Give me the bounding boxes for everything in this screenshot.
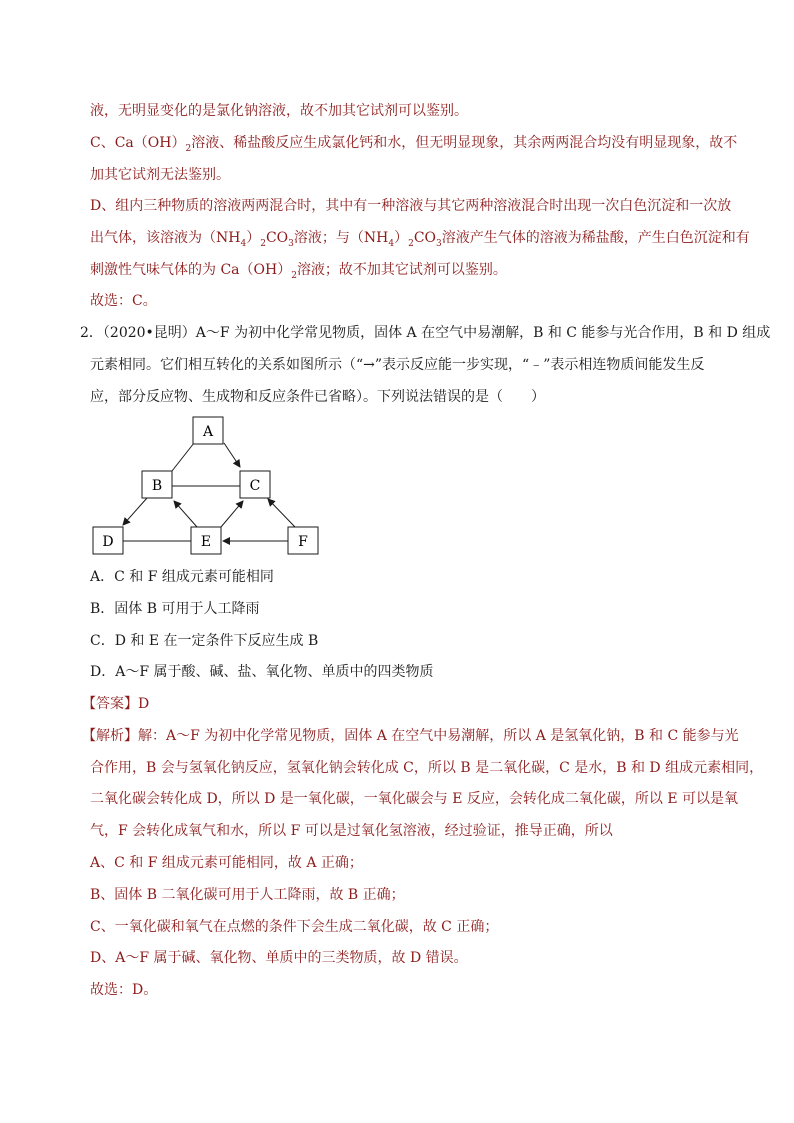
analysis-line-8: D、A～F 属于碱、氧化物、单质中的三类物质，故 D 错误。	[90, 950, 468, 966]
node-b-label: B	[151, 478, 163, 494]
option-d: D．A～F 属于酸、碱、盐、氧化物、单质中的四类物质	[90, 664, 434, 680]
answer-line	[82, 694, 149, 714]
option-a: A．C 和 F 组成元素可能相同	[90, 569, 274, 585]
question-stem-line-2: 元素相同。它们相互转化的关系如图所示（“→”表示反应能一步实现，“﹣”表示相连物质间能发生反	[90, 357, 705, 373]
question-stem-line-1: 2．（2020•昆明）A～F 为初中化学常见物质，固体 A 在空气中易潮解，B 和 C 能参与光合作用，B 和 D 组成	[80, 325, 771, 341]
option-b: B．固体 B 可用于人工降雨	[90, 601, 260, 617]
analysis-line-2: 合作用，B 会与氢氧化钠反应，氢氧化钠会转化成 C，所以 B 是二氧化碳，C 是水，B 和 D 组成元素相同，	[90, 760, 764, 776]
analysis-line-1: 【解析】解：A～F 为初中化学常见物质，固体 A 在空气中易潮解，所以 A 是氢氧化钠，B 和 C 能参与光	[82, 728, 739, 744]
answer-label: 【答案】	[82, 696, 138, 712]
analysis-label: 【解析】	[82, 728, 138, 744]
arrow-e-b	[174, 501, 197, 527]
prev-answer-line-1: 液，无明显变化的是氯化钠溶液，故不加其它试剂可以鉴别。	[90, 103, 468, 119]
node-a-label: A	[202, 424, 214, 440]
prev-answer-line-5: 出气体，该溶液为$(NH_4)_2CO_3$溶液；与$(NH_4)_2CO_3$溶液产生气体的溶液为稀盐酸，产生白色沉淀和有	[90, 230, 750, 249]
analysis-conclusion: 故选：D。	[90, 982, 158, 998]
arrow-b-d	[123, 498, 147, 525]
node-c-label: C	[249, 478, 261, 494]
option-c: C．D 和 E 在一定条件下反应生成 B	[90, 633, 319, 649]
analysis-line-7: C、一氧化碳和氧气在点燃的条件下会生成二氧化碳，故 C 正确；	[90, 919, 499, 935]
answer-value: D	[138, 696, 150, 712]
node-f-label: F	[298, 534, 308, 550]
relationship-diagram	[90, 415, 330, 565]
prev-answer-conclusion: 故选：C。	[90, 293, 157, 309]
analysis-line-3: 二氧化碳会转化成 D，所以 D 是一氧化碳，一氧化碳会与 E 反应，会转化成二氧化碳，所以 E 可以是氧	[90, 791, 739, 807]
prev-answer-line-6: 刺激性气味气体的为 $Ca(OH)_2$溶液；故不加其它试剂可以鉴别。	[90, 262, 507, 281]
link-a-b	[172, 443, 194, 471]
prev-answer-line-3: 加其它试剂无法鉴别。	[90, 167, 230, 183]
prev-answer-line-4: D、组内三种物质的溶液两两混合时，其中有一种溶液与其它两种溶液混合时出现一次白色沉淀和一次放	[90, 198, 732, 214]
arrow-e-c	[221, 501, 243, 527]
question-stem-line-3: 应，部分反应物、生成物和反应条件已省略）。下列说法错误的是（ ）	[90, 389, 545, 405]
arrow-a-c	[224, 443, 240, 467]
node-e-label: E	[200, 534, 212, 550]
node-d-label: D	[102, 534, 114, 550]
analysis-line-6: B、固体 B 二氧化碳可用于人工降雨，故 B 正确；	[90, 887, 405, 903]
analysis-line-5: A、C 和 F 组成元素可能相同，故 A 正确；	[90, 855, 363, 871]
prev-answer-line-2: C、$Ca(OH)_2$溶液、稀盐酸反应生成氯化钙和水，但无明显现象，其余两两混合均没有明显现象，故不	[90, 135, 738, 154]
arrow-f-c	[268, 499, 295, 527]
analysis-line-4: 气，F 会转化成氧气和水，所以 F 可以是过氧化氢溶液，经过验证，推导正确，所以	[90, 823, 613, 839]
